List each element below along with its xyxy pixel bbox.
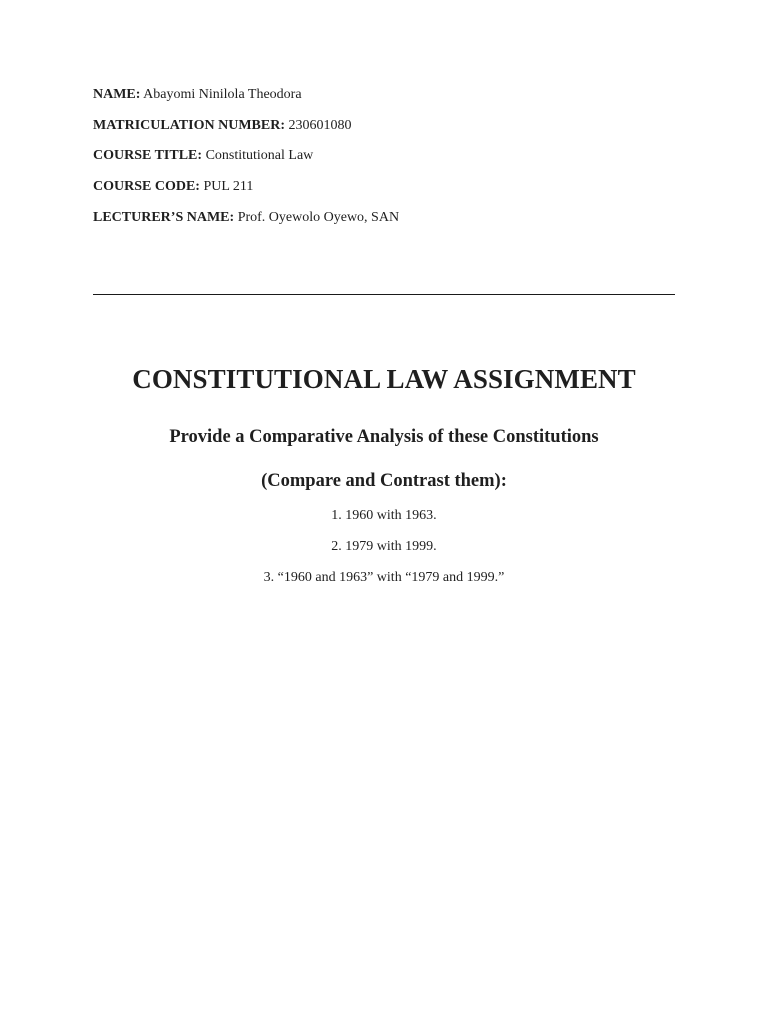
matric-value: 230601080 — [288, 117, 352, 133]
course-title-value: Constitutional Law — [205, 148, 314, 164]
lecturer-row — [93, 209, 693, 226]
student-info-block — [93, 86, 693, 239]
name-value: Abayomi Ninilola Theodora — [143, 87, 302, 102]
lecturer-label: LECTURER’S NAME: — [93, 209, 235, 225]
assignment-subtitle-line1: Provide a Comparative Analysis of these Constitutions — [169, 427, 599, 447]
course-code-label: COURSE CODE: — [93, 179, 200, 195]
course-code-row — [93, 178, 693, 195]
course-title-label: COURSE TITLE: — [93, 148, 203, 164]
list-item: 3. “1960 and 1963” with “1979 and 1999.” — [263, 570, 505, 585]
name-label: NAME: — [93, 87, 141, 102]
lecturer-value: Prof. Oyewolo Oyewo, SAN — [237, 209, 400, 225]
matric-label: MATRICULATION NUMBER: — [93, 117, 285, 133]
comparison-list — [0, 507, 768, 600]
course-title-row — [93, 147, 693, 164]
list-item: 1. 1960 with 1963. — [331, 508, 437, 523]
name-row — [93, 86, 693, 103]
list-item: 2. 1979 with 1999. — [331, 539, 437, 554]
assignment-subtitle-line2: (Compare and Contrast them): — [261, 471, 507, 491]
assignment-title: CONSTITUTIONAL LAW ASSIGNMENT — [132, 364, 636, 394]
course-code-value: PUL 211 — [203, 179, 254, 195]
horizontal-divider — [93, 294, 675, 295]
matric-row — [93, 117, 693, 134]
